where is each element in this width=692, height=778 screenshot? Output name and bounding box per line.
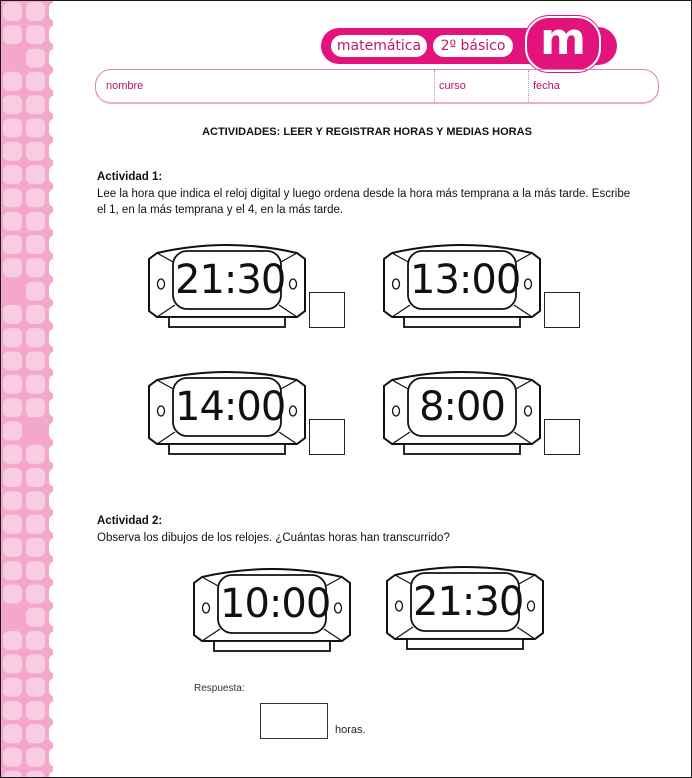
order-answer-box-4[interactable]: [544, 419, 580, 455]
activity1-heading: Actividad 1:: [97, 171, 163, 183]
student-info-row: [95, 69, 659, 104]
activity1-instructions-line1: Lee la hora que indica el reloj digital y luego ordena desde la hora más temprana a la más tarde. Escribe: [97, 188, 631, 200]
logo: m: [525, 16, 601, 72]
grade-badge: 2º básico: [433, 35, 513, 57]
alarm-clock-4: [382, 366, 542, 456]
clock-time: 10:00: [220, 581, 331, 627]
alarm-clock-2: [382, 239, 542, 329]
clock-time: 21:30: [413, 579, 524, 625]
name-field[interactable]: nombre: [106, 80, 144, 92]
order-answer-box-3[interactable]: [309, 419, 345, 455]
activity1-instructions-line2: el 1, en la más temprana y el 4, en la más tarde.: [97, 204, 344, 216]
page-title: ACTIVIDADES: LEER Y REGISTRAR HORAS Y MEDIAS HORAS: [202, 126, 532, 138]
activity2-instructions: Observa los dibujos de los relojes. ¿Cuántas horas han transcurrido?: [97, 532, 450, 544]
alarm-clock-1: [147, 239, 307, 329]
alarm-clock-3: [147, 366, 307, 456]
subject-badge: matemática: [331, 35, 427, 57]
answer-label: Respuesta:: [194, 683, 245, 694]
alarm-clock-end: [385, 561, 545, 651]
alarm-clock-start: [192, 563, 352, 653]
answer-unit: horas.: [335, 724, 366, 736]
decorative-tile-strip: [1, 1, 61, 777]
clock-time: 21:30: [175, 257, 286, 303]
clock-time: 13:00: [410, 257, 521, 303]
course-field[interactable]: curso: [434, 70, 525, 102]
clock-time: 8:00: [419, 384, 505, 430]
clock-time: 14:00: [175, 384, 286, 430]
order-answer-box-2[interactable]: [544, 292, 580, 328]
order-answer-box-1[interactable]: [309, 292, 345, 328]
date-field[interactable]: fecha: [528, 70, 653, 102]
hours-answer-box[interactable]: [260, 703, 328, 739]
activity2-heading: Actividad 2:: [97, 515, 163, 527]
